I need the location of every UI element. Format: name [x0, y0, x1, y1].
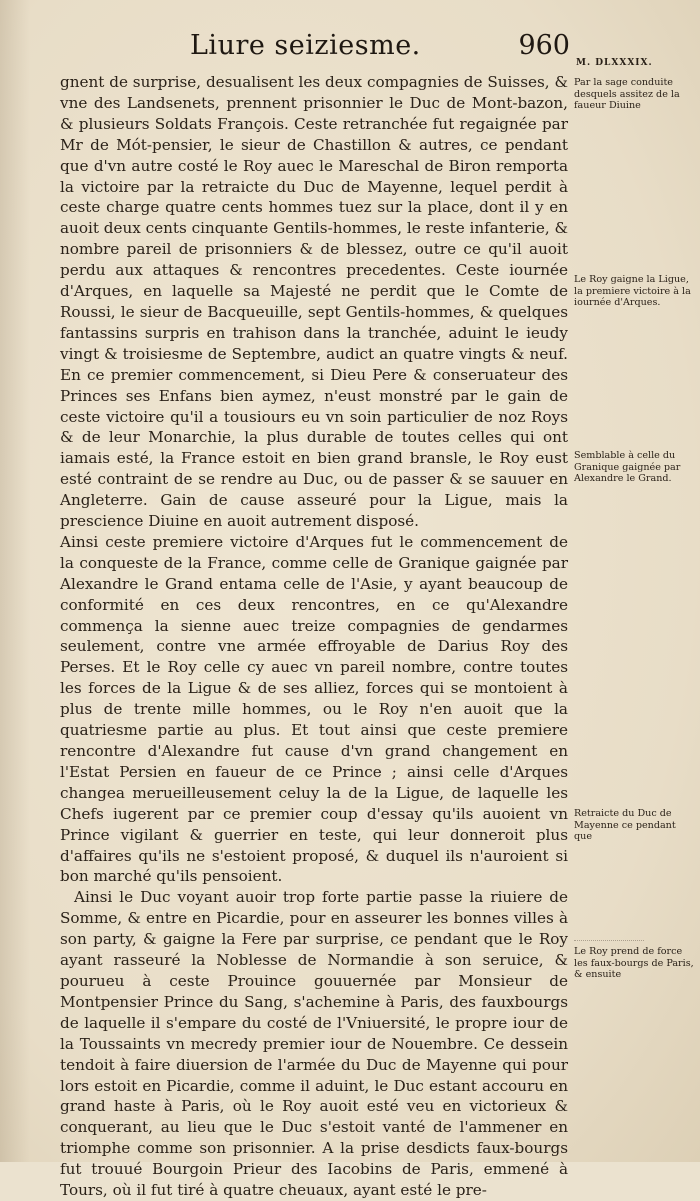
paragraph: Ainsi le Duc voyant auoir trop forte partie passe la riuiere de Somme, & entre en Picardie, pour en asseurer les bonnes villes à son party, & gaigne la Fere par surprise, ce pendant que le Roy ayant rasseuré la Noblesse de Normandie à son seruice, & pourueu à ceste Prouince gouuernée par Monsieur de Montpensier Prince du Sang, s'achemine à Paris, des fauxbourgs de laquelle il s'empare du costé de l'Vniuersité, le propre iour de la Toussaints vn mecredy premier iour de Nouembre. Ce dessein tendoit à faire diuersion de l'armée du Duc de Mayenne qui pour lors estoit en Picardie, comme il aduint, le Duc estant accouru en grand haste à Paris, où le Roy auoit esté veu en victorieux & conquerant, au lieu que le Duc s'estoit vanté de l'ammener en triomphe comme son prisonnier. A la prise desdicts faux-bourgs fut trouué Bourgoin Prieur des Iacobins de Paris, emmené à Tours, où il fut tiré à quatre cheuaux, ayant esté le pre-	[60, 888, 568, 1200]
margin-note: Par la sage conduite desquels assitez de la faueur Diuine	[574, 77, 680, 112]
margin-note: Le Roy prend de force les faux-bourgs de Paris, & ensuite	[574, 946, 694, 981]
year-label: M. DLXXXIX.	[576, 58, 653, 68]
paragraph: Ainsi ceste premiere victoire d'Arques fut le commencement de la conqueste de la France, comme celle de Granique gaignée par Alexandre le Grand entama celle de l'Asie, y ayant beaucoup de conformité en ces deux rencontres, en ce qu'Alexandre commença la sienne auec treize compagnies de gendarmes seulement, contre vne armée effroyable de Darius Roy des Perses. Et le Roy celle cy auec vn pareil nombre, contre toutes les forces de la Ligue & de ses alliez, forces qui se montoient à plus de trente mille hommes, ou le Roy n'en auoit que la quatriesme partie au plus. Et tout ainsi que ceste premiere rencontre d'Alexandre fut cause d'vn grand changement en l'Estat Persien en faueur de ce Prince ; ainsi celle d'Arques changea merueilleusement celuy la de la Ligue, de laquelle les Chefs iugerent par ce premier coup d'essay qu'ils auoient vn Prince vigilant & guerrier en teste, qui leur donneroit plus d'affaires qu'ils ne s'estoient proposé, & duquel ils n'auroient si bon marché qu'ils pensoient.	[60, 532, 568, 886]
main-text-column	[60, 72, 568, 1201]
handwritten-mark	[574, 928, 644, 941]
margin-note: Retraicte du Duc de Mayenne ce pendant que	[574, 808, 676, 843]
gutter-shadow	[0, 0, 30, 1162]
page-header	[190, 30, 570, 70]
margin-note: Le Roy gaigne la Ligue, la premiere victoire à la iournée d'Arques.	[574, 274, 691, 309]
paragraph: gnent de surprise, desualisent les deux compagnies de Suisses, & vne des Landsenets, prennent prisonnier le Duc de Mont-bazon, & plusieurs Soldats François. Ceste retranchée fut regaignée par Mr de Mót-pensier, le sieur de Chastillon & autres, ce pendant que d'vn autre costé le Roy auec le Mareschal de Biron remporta la victoire par la retraicte du Duc de Mayenne, lequel perdit à ceste charge quatre cents hommes tuez sur la place, dont il y en auoit deux cents cinquante Gentils-hommes, le reste infanterie, & nombre pareil de prisonniers & de blessez, outre ce qu'il auoit perdu aux attaques & rencontres precedentes. Ceste iournée d'Arques, en laquelle sa Majesté ne perdit que le Comte de Roussi, le sieur de Bacqueuille, sept Gentils-hommes, & quelques fantassins surpris en trahison dans la tranchée, aduint le ieudy vingt & troisiesme de Septembre, audict an quatre vingts & neuf. En ce premier commencement, si Dieu Pere & conseruateur des Princes ses Enfans bien aymez, n'eust monstré par le gain de ceste victoire qu'il a tousiours eu vn soin particulier de noz Roys & de leur Monarchie, la plus durable de toutes celles qui ont iamais esté, la France estoit en bien grand bransle, le Roy eust esté contraint de se rendre au Duc, ou de passer & se sauuer en Angleterre. Gain de cause asseuré pour la Ligue, mais la prescience Diuine en auoit autrement disposé.	[60, 73, 568, 531]
page-number: 960	[518, 30, 570, 61]
margin-note: Semblable à celle du Granique gaignée par Alexandre le Grand.	[574, 450, 681, 485]
running-title: Liure seiziesme.	[190, 30, 421, 61]
